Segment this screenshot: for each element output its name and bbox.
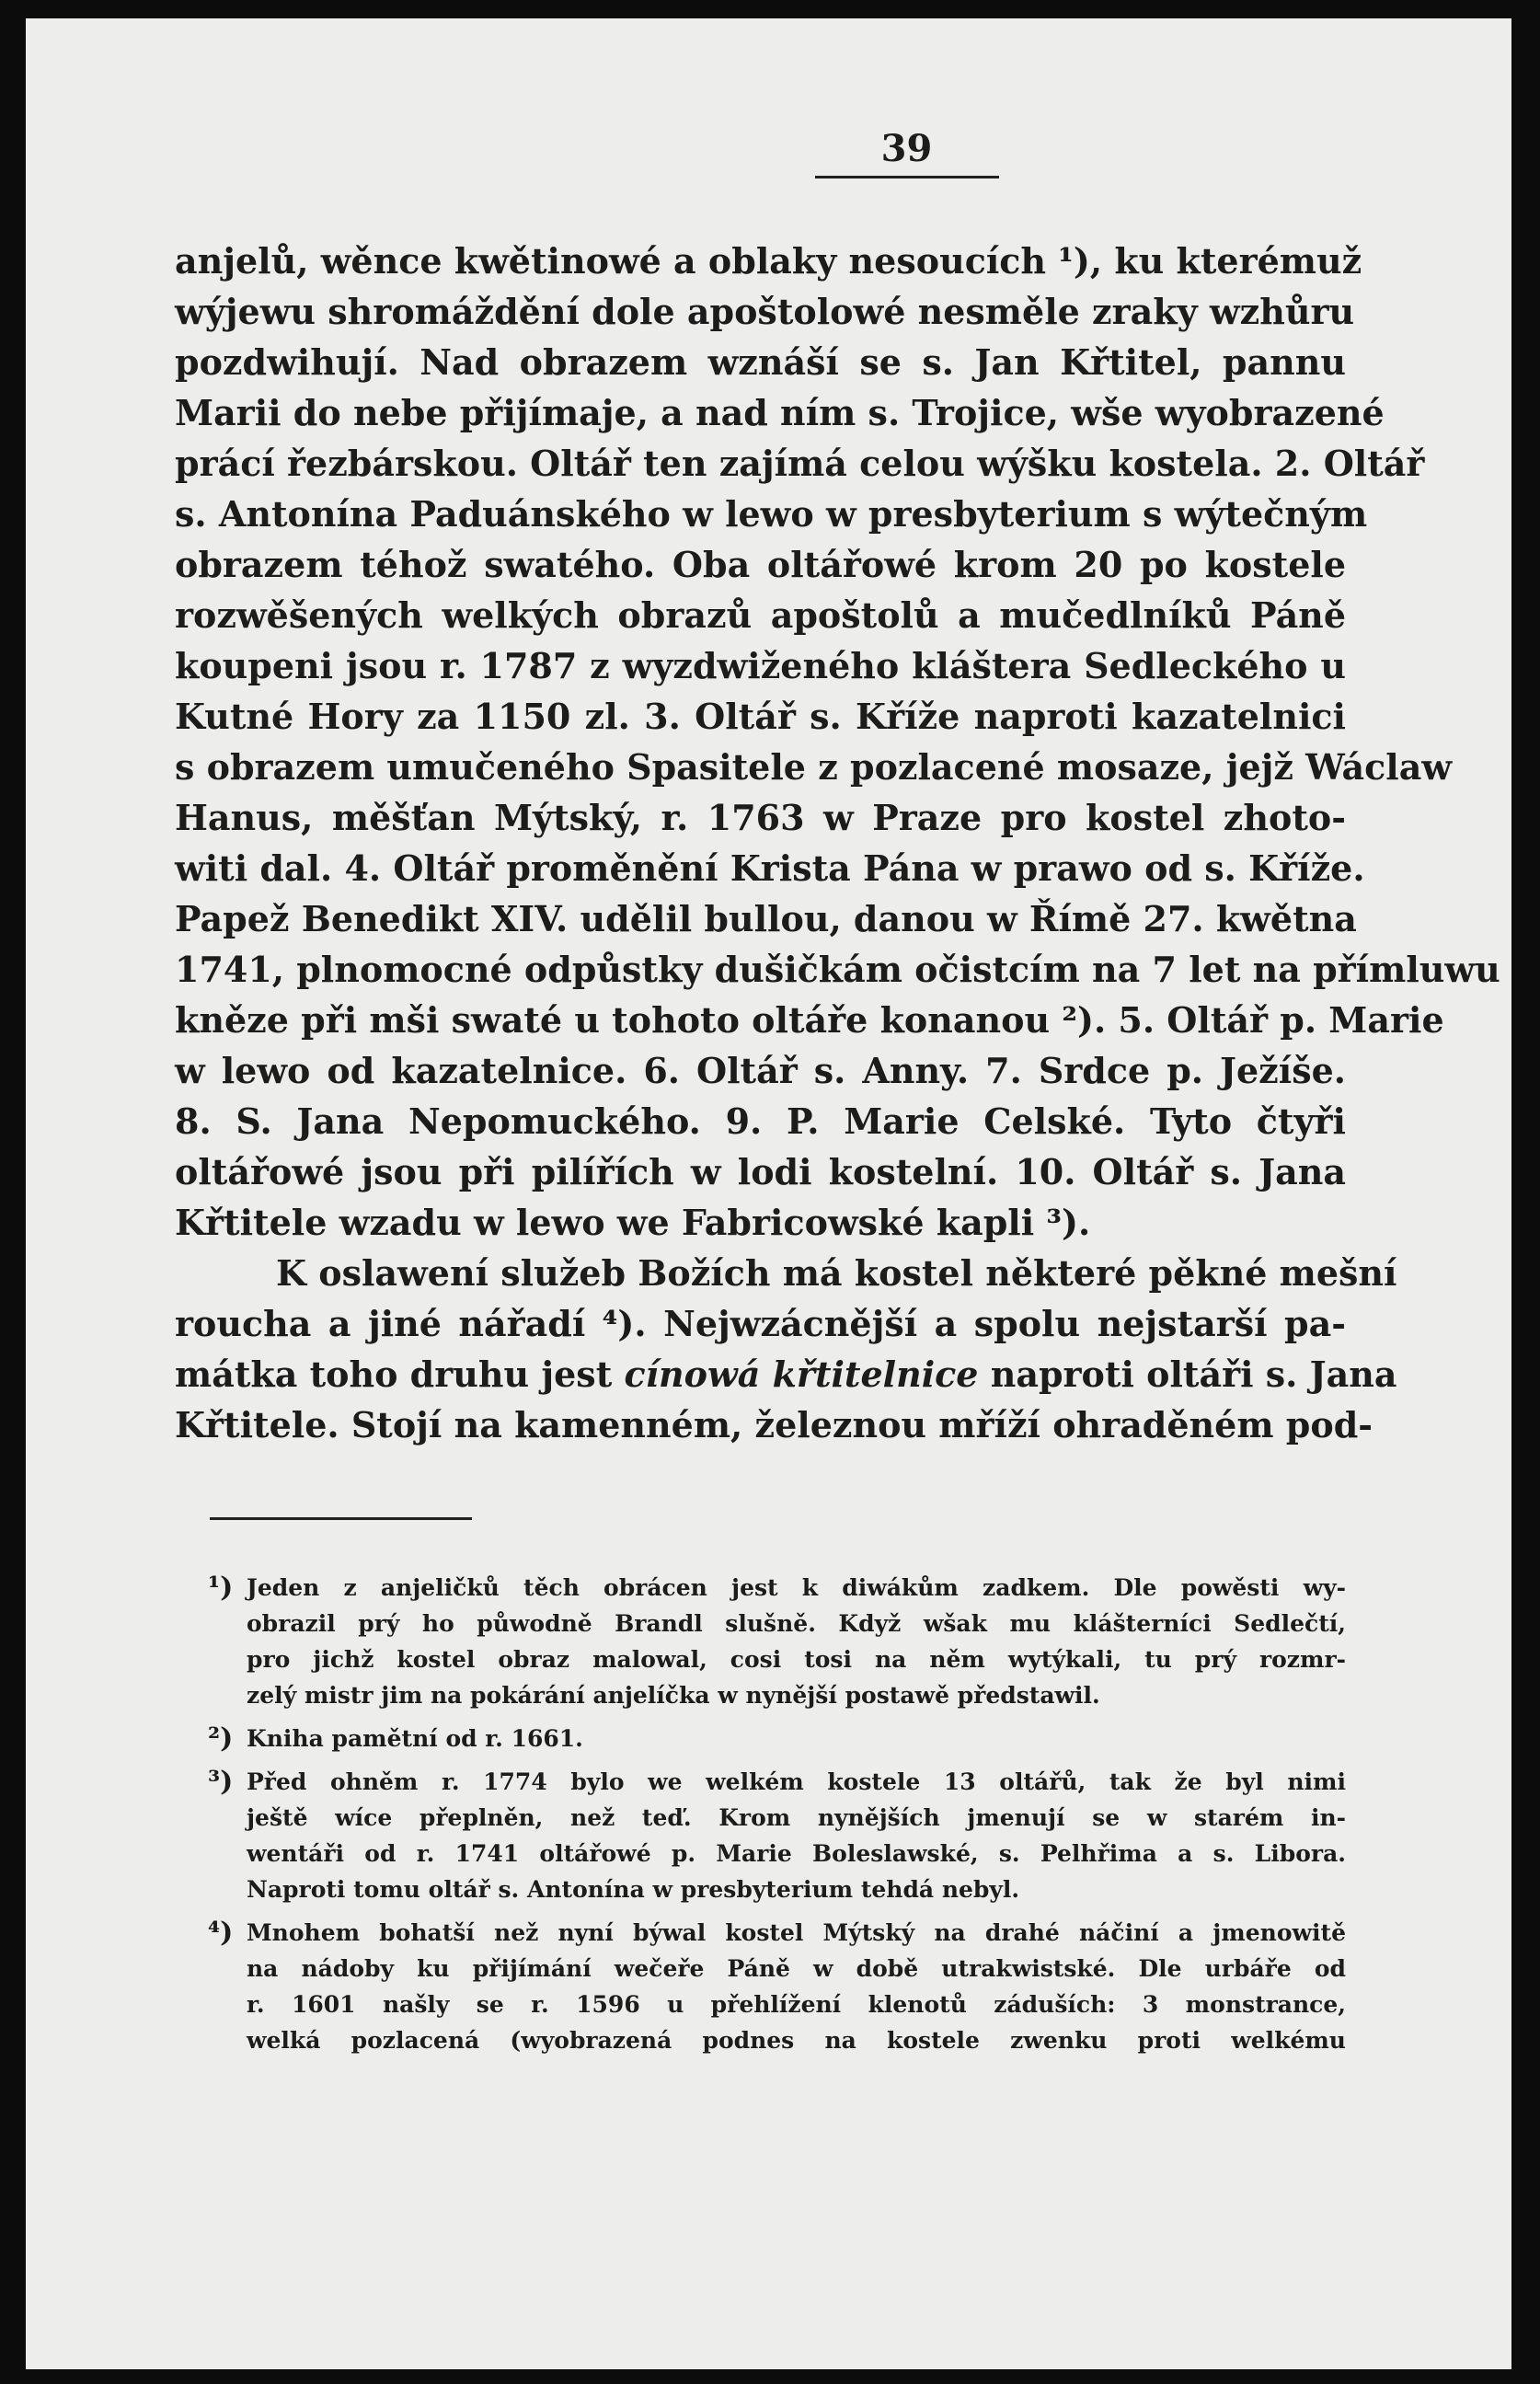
text-line: wýjewu shromáždění dole apoštolowé nesměle zraky wzhůru	[175, 291, 1355, 332]
text-line: roucha a jiné nářadí ⁴). Nejwzácnější a spolu nejstarší pa-	[175, 1303, 1346, 1344]
text-line: Marii do nebe přijímaje, a nad ním s. Trojice, wše wyobrazené	[175, 392, 1385, 433]
text-line: w lewo od kazatelnice. 6. Oltář s. Anny. 7. Srdce p. Ježíše.	[175, 1050, 1346, 1091]
text-line: s. Antonína Paduánského w lewo w presbyterium s wýtečným	[175, 493, 1368, 535]
page-number: 39	[815, 127, 999, 179]
footnote-mark: ¹)	[208, 1572, 234, 1604]
footnote-4	[175, 1915, 1346, 2058]
footnote-3	[175, 1764, 1346, 1907]
footnote-separator	[210, 1517, 472, 1520]
footnote-line: ještě wíce přeplněn, než teď. Krom nynějších jmenují se w starém in-	[247, 1804, 1346, 1831]
text-line: oltářowé jsou při pilířích w lodi kostelní. 10. Oltář s. Jana	[175, 1151, 1346, 1192]
text-line: pozdwihují. Nad obrazem wznáší se s. Jan Křtitel, pannu	[175, 341, 1346, 383]
page-number-row	[26, 127, 1511, 179]
footnote-line: Jeden z anjeličků těch obrácen jest k diwákům zadkem. Dle powěsti wy-	[247, 1574, 1346, 1601]
footnote-line: pro jichž kostel obraz malowal, cosi tosi na něm wytýkali, tu prý rozmr-	[247, 1646, 1346, 1673]
text-line: Papež Benedikt XIV. udělil bullou, danou w Římě 27. kwětna	[175, 898, 1357, 939]
italic-term: cínowá křtitelnice	[624, 1353, 979, 1395]
main-text	[175, 236, 1500, 1450]
text-line: koupeni jsou r. 1787 z wyzdwiženého kláštera Sedleckého u	[175, 645, 1346, 686]
text-line: witi dal. 4. Oltář proměnění Krista Pána w prawo od s. Kříže.	[175, 847, 1365, 889]
footnote-1	[175, 1570, 1346, 1713]
text-line: 8. S. Jana Nepomuckého. 9. P. Marie Celské. Tyto čtyři	[175, 1100, 1346, 1142]
text-line: Křtitele. Stojí na kamenném, železnou mříží ohraděném pod-	[175, 1404, 1373, 1445]
text-line: Křtitele wzadu w lewo we Fabricowské kapli ³).	[175, 1202, 1091, 1243]
book-page	[26, 18, 1511, 2369]
text-line-with-italic	[175, 1349, 1397, 1399]
footnote-2	[175, 1721, 1346, 1756]
footnote-mark: ³)	[208, 1766, 234, 1798]
footnote-line: zelý mistr jim na pokárání anjelíčka w nynější postawě předstawil.	[247, 1682, 1100, 1709]
text-line: K oslawení služeb Božích má kostel některé pěkné mešní	[276, 1252, 1397, 1294]
text-run: naproti oltáři s. Jana	[978, 1353, 1397, 1395]
text-line: obrazem téhož swatého. Oba oltářowé krom 20 po kostele	[175, 544, 1346, 585]
footnote-mark: ⁴)	[208, 1917, 234, 1949]
footnote-line: Kniha pamětní od r. 1661.	[247, 1725, 583, 1752]
footnote-line: obrazil prý ho půwodně Brandl slušně. Když wšak mu klášterníci Sedlečtí,	[247, 1610, 1346, 1637]
footnote-mark: ²)	[208, 1722, 234, 1755]
text-line: prácí řezbárskou. Oltář ten zajímá celou wýšku kostela. 2. Oltář	[175, 443, 1425, 484]
text-line: rozwěšených welkých obrazů apoštolů a mučedlníků Páně	[175, 594, 1346, 636]
text-line: anjelů, wěnce kwětinowé a oblaky nesoucích ¹), ku kterémuž	[175, 240, 1362, 282]
text-line: s obrazem umučeného Spasitele z pozlacené mosaze, jejž Wáclaw	[175, 746, 1453, 788]
footnotes	[175, 1570, 1346, 2066]
footnote-line: na nádoby ku přijímání wečeře Páně w době utrakwistské. Dle urbáře od	[247, 1955, 1346, 1982]
text-line: Kutné Hory za 1150 zl. 3. Oltář s. Kříže naproti kazatelnici	[175, 696, 1346, 737]
text-run: mátka toho druhu jest	[175, 1353, 625, 1395]
footnote-line: Naproti tomu oltář s. Antonína w presbyterium tehdá nebyl.	[247, 1876, 1020, 1903]
footnote-line: Před ohněm r. 1774 bylo we welkém kostele 13 oltářů, tak že byl nimi	[247, 1768, 1346, 1795]
footnote-line: wentáři od r. 1741 oltářowé p. Marie Boleslawské, s. Pelhřima a s. Libora.	[247, 1840, 1346, 1867]
text-line: Hanus, měšťan Mýtský, r. 1763 w Praze pro kostel zhoto-	[175, 797, 1346, 838]
text-line: 1741, plnomocné odpůstky dušičkám očistcím na 7 let na přímluwu	[175, 949, 1500, 990]
footnote-line: r. 1601 našly se r. 1596 u přehlížení klenotů záduších: 3 monstrance,	[247, 1991, 1346, 2018]
footnote-line: welká pozlacená (wyobrazená podnes na kostele zwenku proti welkému	[247, 2027, 1346, 2054]
text-line: kněze při mši swaté u tohoto oltáře konanou ²). 5. Oltář p. Marie	[175, 999, 1444, 1041]
footnote-line: Mnohem bohatší než nyní býwal kostel Mýtský na drahé náčiní a jmenowitě	[247, 1919, 1346, 1946]
